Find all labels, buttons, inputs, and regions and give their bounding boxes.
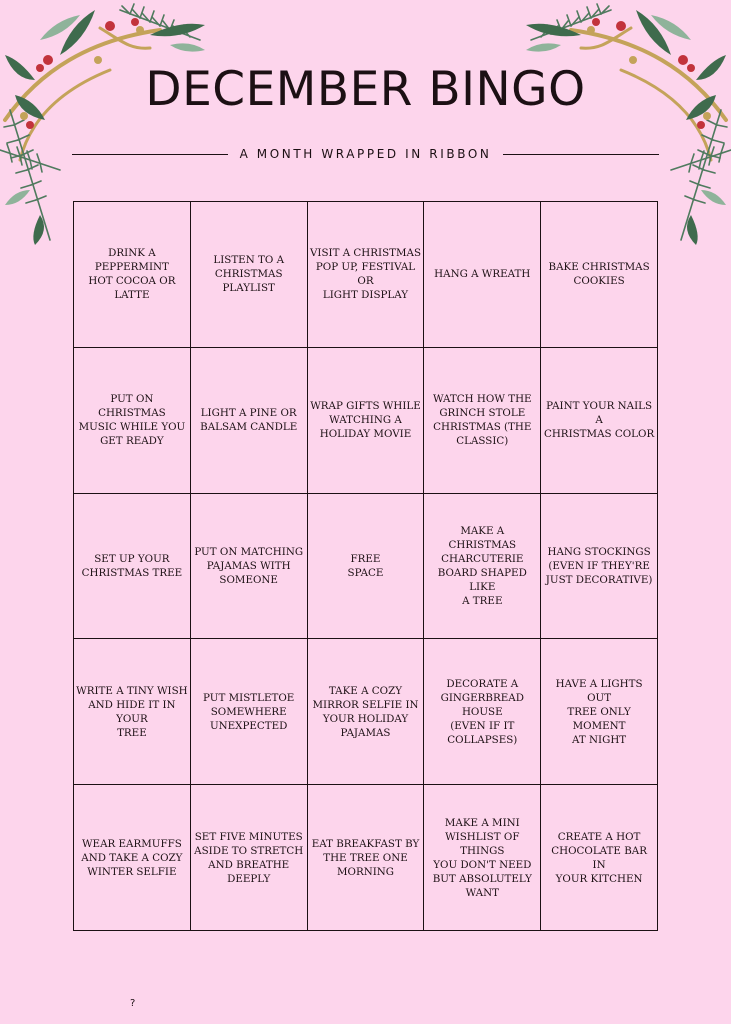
subtitle-row <box>72 144 659 164</box>
bingo-grid <box>73 201 658 931</box>
bingo-cell[interactable]: BAKE CHRISTMAS COOKIES <box>541 202 658 348</box>
bingo-cell[interactable]: HAVE A LIGHTS OUT TREE ONLY MOMENT AT NIGHT <box>541 639 658 785</box>
free-space-cell[interactable]: FREE SPACE <box>308 494 425 640</box>
bingo-cell[interactable]: LISTEN TO A CHRISTMAS PLAYLIST <box>191 202 308 348</box>
bingo-cell[interactable]: DRINK A PEPPERMINT HOT COCOA OR LATTE <box>74 202 191 348</box>
bingo-cell[interactable]: PUT MISTLETOE SOMEWHERE UNEXPECTED <box>191 639 308 785</box>
page-subtitle: A MONTH WRAPPED IN RIBBON <box>239 147 492 161</box>
bingo-cell[interactable]: MAKE A CHRISTMAS CHARCUTERIE BOARD SHAPED LIKE A TREE <box>424 494 541 640</box>
bingo-cell[interactable]: MAKE A MINI WISHLIST OF THINGS YOU DON'T NEED BUT ABSOLUTELY WANT <box>424 785 541 931</box>
bingo-cell[interactable]: HANG STOCKINGS (EVEN IF THEY'RE JUST DECORATIVE) <box>541 494 658 640</box>
bingo-cell[interactable]: EAT BREAKFAST BY THE TREE ONE MORNING <box>308 785 425 931</box>
page-title: DECEMBER BINGO <box>145 62 586 117</box>
bingo-cell[interactable]: DECORATE A GINGERBREAD HOUSE (EVEN IF IT COLLAPSES) <box>424 639 541 785</box>
divider-right <box>503 154 659 155</box>
bingo-cell[interactable]: WATCH HOW THE GRINCH STOLE CHRISTMAS (THE CLASSIC) <box>424 348 541 494</box>
bingo-cell[interactable]: SET UP YOUR CHRISTMAS TREE <box>74 494 191 640</box>
bingo-cell[interactable]: SET FIVE MINUTES ASIDE TO STRETCH AND BREATHE DEEPLY <box>191 785 308 931</box>
divider-left <box>72 154 228 155</box>
bingo-cell[interactable]: PAINT YOUR NAILS A CHRISTMAS COLOR <box>541 348 658 494</box>
footer-mark: ? <box>130 998 136 1009</box>
bingo-cell[interactable]: VISIT A CHRISTMAS POP UP, FESTIVAL OR LIGHT DISPLAY <box>308 202 425 348</box>
bingo-cell[interactable]: WRITE A TINY WISH AND HIDE IT IN YOUR TREE <box>74 639 191 785</box>
bingo-cell[interactable]: PUT ON CHRISTMAS MUSIC WHILE YOU GET READY <box>74 348 191 494</box>
bingo-cell[interactable]: WRAP GIFTS WHILE WATCHING A HOLIDAY MOVIE <box>308 348 425 494</box>
bingo-cell[interactable]: CREATE A HOT CHOCOLATE BAR IN YOUR KITCHEN <box>541 785 658 931</box>
bingo-cell[interactable]: WEAR EARMUFFS AND TAKE A COZY WINTER SELFIE <box>74 785 191 931</box>
bingo-cell[interactable]: PUT ON MATCHING PAJAMAS WITH SOMEONE <box>191 494 308 640</box>
bingo-cell[interactable]: TAKE A COZY MIRROR SELFIE IN YOUR HOLIDAY PAJAMAS <box>308 639 425 785</box>
bingo-cell[interactable]: LIGHT A PINE OR BALSAM CANDLE <box>191 348 308 494</box>
bingo-cell[interactable]: HANG A WREATH <box>424 202 541 348</box>
